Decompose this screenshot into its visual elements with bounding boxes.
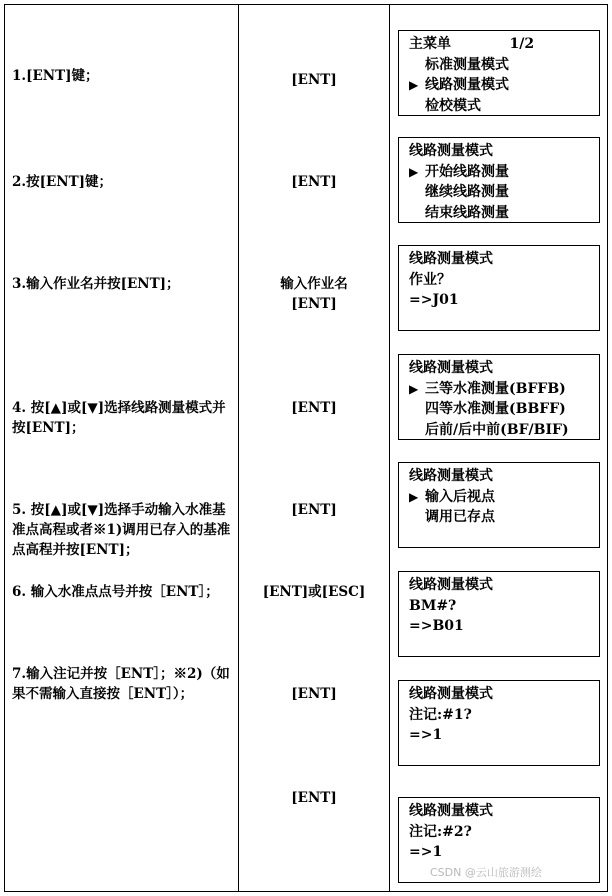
step-4: 4. 按[▲]或[▼]选择线路测量模式并按[ENT]； xyxy=(12,400,226,436)
input-value: =>1 xyxy=(409,844,443,860)
column-divider-2 xyxy=(389,4,390,892)
step-2: 2.按[ENT]键； xyxy=(12,174,113,190)
menu-item-selected: 开始线路测量 xyxy=(425,163,509,180)
input-value: =>J01 xyxy=(409,292,459,308)
menu-item: 标准测量模式 xyxy=(425,56,509,73)
menu-item: 后前/后中前(BF/BIF) xyxy=(425,421,569,438)
cursor-arrow-icon: ▶ xyxy=(409,78,419,92)
screen-title: 线路测量模式 xyxy=(409,577,493,593)
menu-item-selected: 三等水准测量(BFFB) xyxy=(425,380,566,397)
key-ent-7: [ENT] xyxy=(291,686,337,702)
menu-item-selected: 线路测量模式 xyxy=(425,77,509,93)
key-ent-1: [ENT] xyxy=(291,72,337,88)
step-7: 7.输入注记并按［ENT］；※2)（如果不需输入直接按［ENT］）； xyxy=(12,666,230,702)
key-ent-4: [ENT] xyxy=(291,400,337,416)
input-value: =>B01 xyxy=(409,618,464,634)
menu-item: 继续线路测量 xyxy=(425,184,509,200)
prompt: 作业？ xyxy=(409,271,451,288)
screen-title: 线路测量模式 xyxy=(409,251,493,267)
screen-note-1 xyxy=(398,680,600,766)
screen-job-input xyxy=(398,245,600,331)
screen-title: 线路测量模式 xyxy=(409,468,493,484)
screen-title: 线路测量模式 xyxy=(409,803,493,819)
step-3: 3.输入作业名并按[ENT]； xyxy=(12,276,180,292)
menu-item-selected: 输入后视点 xyxy=(425,488,495,505)
cursor-arrow-icon: ▶ xyxy=(409,381,419,396)
step-1: 1.[ENT]键； xyxy=(12,68,99,84)
prompt: BM#? xyxy=(409,597,457,614)
screen-main-menu xyxy=(398,30,600,116)
screen-survey-mode xyxy=(398,354,600,440)
key-ent-8: [ENT] xyxy=(291,790,337,806)
screen-title: 线路测量模式 xyxy=(409,686,493,702)
step-5: 5. 按[▲]或[▼]选择手动输入水准基准点高程或者※1)调用已存入的基准点高程并按[ENT]； xyxy=(12,502,231,558)
prompt: 注记:#2? xyxy=(409,823,472,840)
column-divider-1 xyxy=(238,4,239,892)
prompt: 注记:#1? xyxy=(409,706,472,723)
screen-title: 线路测量模式 xyxy=(409,143,493,159)
screen-bm-input xyxy=(398,571,600,657)
screen-title: 主菜单 1/2 xyxy=(409,36,535,52)
menu-item: 检校模式 xyxy=(425,97,481,114)
cursor-arrow-icon: ▶ xyxy=(409,489,419,504)
menu-item: 四等水准测量(BBFF) xyxy=(425,401,566,417)
step-6: 6. 输入水准点点号并按［ENT］； xyxy=(12,584,219,600)
key-input-job: 输入作业名 xyxy=(280,276,348,292)
cursor-arrow-icon: ▶ xyxy=(409,164,419,179)
menu-item: 结束线路测量 xyxy=(425,204,509,221)
input-value: =>1 xyxy=(409,727,443,743)
key-ent-or-esc: [ENT]或[ESC] xyxy=(262,584,366,600)
menu-item: 调用已存点 xyxy=(425,509,495,525)
screen-backsight xyxy=(398,462,600,548)
key-ent-5: [ENT] xyxy=(291,502,337,518)
watermark: CSDN @云山旅游测绘 xyxy=(430,866,542,879)
key-ent-2: [ENT] xyxy=(291,174,337,190)
screen-line-survey-menu xyxy=(398,137,600,223)
screen-title: 线路测量模式 xyxy=(409,360,493,376)
key-ent-3: [ENT] xyxy=(291,296,337,312)
